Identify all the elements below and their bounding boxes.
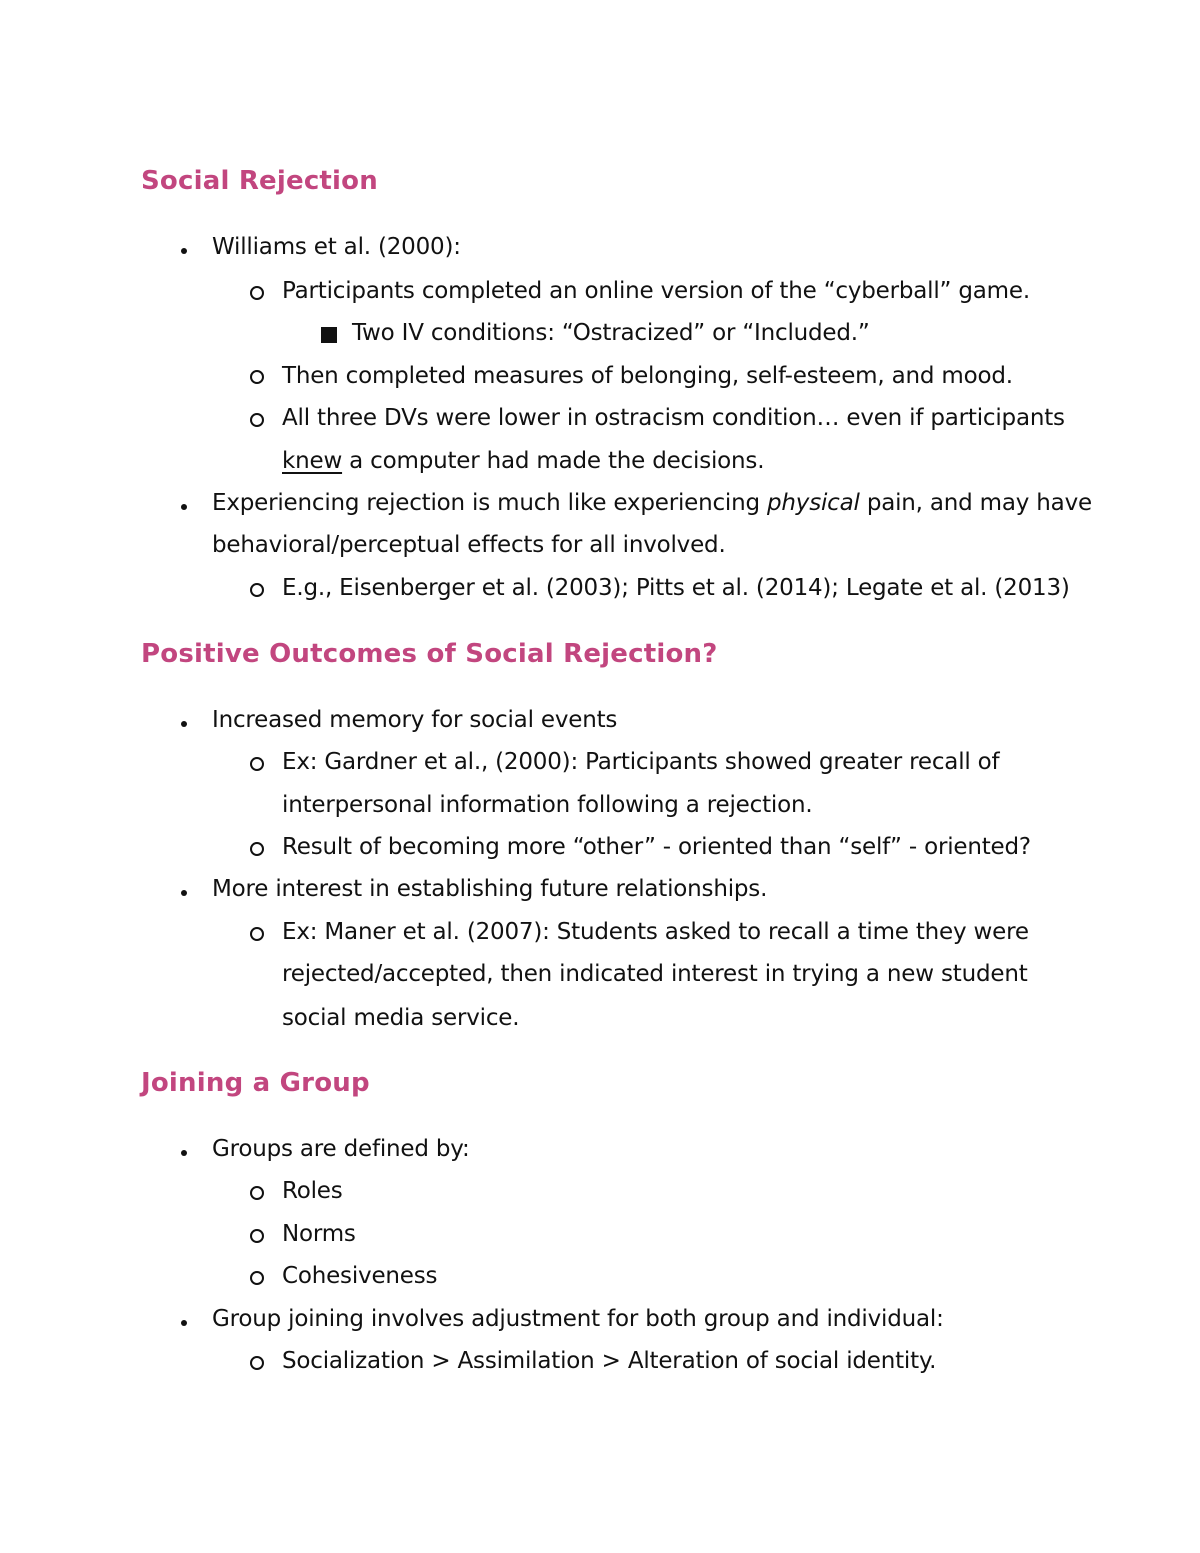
- bullet-circle-icon: [250, 842, 264, 856]
- bullet-circle-icon: [250, 1229, 264, 1243]
- bullet-disc-icon: [181, 1150, 187, 1156]
- list-item: More interest in establishing future relationships.: [212, 876, 768, 902]
- list-item-continuation: social media service.: [282, 1005, 520, 1031]
- list-item: Increased memory for social events: [212, 707, 618, 733]
- italic-word: physical: [767, 490, 860, 516]
- bullet-disc-icon: [181, 890, 187, 896]
- text-run: Experiencing rejection is much like experiencing: [212, 490, 767, 516]
- text-run: pain, and may have: [859, 490, 1092, 516]
- bullet-circle-icon: [250, 1186, 264, 1200]
- list-item-continuation: behavioral/perceptual effects for all involved.: [212, 532, 726, 558]
- bullet-disc-icon: [181, 1320, 187, 1326]
- bullet-disc-icon: [181, 248, 187, 254]
- list-item: Two IV conditions: “Ostracized” or “Included.”: [352, 320, 870, 346]
- bullet-square-icon: [321, 327, 337, 343]
- bullet-circle-icon: [250, 1271, 264, 1285]
- underlined-word: knew: [282, 448, 343, 474]
- bullet-circle-icon: [250, 757, 264, 771]
- list-item: Result of becoming more “other” - oriented than “self” - oriented?: [282, 834, 1031, 860]
- text-run: a computer had made the decisions.: [342, 448, 765, 474]
- list-item: Then completed measures of belonging, self-esteem, and mood.: [282, 363, 1013, 389]
- list-item: Group joining involves adjustment for both group and individual:: [212, 1306, 944, 1332]
- list-item: Participants completed an online version of the “cyberball” game.: [282, 278, 1030, 304]
- list-item: Ex: Maner et al. (2007): Students asked to recall a time they were: [282, 919, 1029, 945]
- bullet-circle-icon: [250, 583, 264, 597]
- bullet-disc-icon: [181, 721, 187, 727]
- list-item: E.g., Eisenberger et al. (2003); Pitts et al. (2014); Legate et al. (2013): [282, 575, 1070, 601]
- bullet-circle-icon: [250, 1356, 264, 1370]
- list-item: Ex: Gardner et al., (2000): Participants showed greater recall of: [282, 749, 1000, 775]
- list-item: Williams et al. (2000):: [212, 234, 461, 260]
- list-item-continuation: interpersonal information following a rejection.: [282, 792, 813, 818]
- bullet-circle-icon: [250, 927, 264, 941]
- bullet-disc-icon: [181, 504, 187, 510]
- list-item: Norms: [282, 1221, 356, 1247]
- list-item: [212, 488, 1092, 518]
- section-heading-joining-a-group: Joining a Group: [141, 1068, 370, 1098]
- list-item-continuation: rejected/accepted, then indicated interest in trying a new student: [282, 961, 1028, 987]
- list-item: Roles: [282, 1178, 343, 1204]
- list-item: Groups are defined by:: [212, 1136, 470, 1162]
- bullet-circle-icon: [250, 286, 264, 300]
- bullet-circle-icon: [250, 413, 264, 427]
- list-item: All three DVs were lower in ostracism condition… even if participants: [282, 405, 1065, 431]
- section-heading-social-rejection: Social Rejection: [141, 166, 378, 196]
- section-heading-positive-outcomes: Positive Outcomes of Social Rejection?: [141, 639, 718, 669]
- list-item: Cohesiveness: [282, 1263, 438, 1289]
- list-item: Socialization > Assimilation > Alteration of social identity.: [282, 1348, 937, 1374]
- bullet-circle-icon: [250, 370, 264, 384]
- list-item-continuation: [282, 446, 764, 476]
